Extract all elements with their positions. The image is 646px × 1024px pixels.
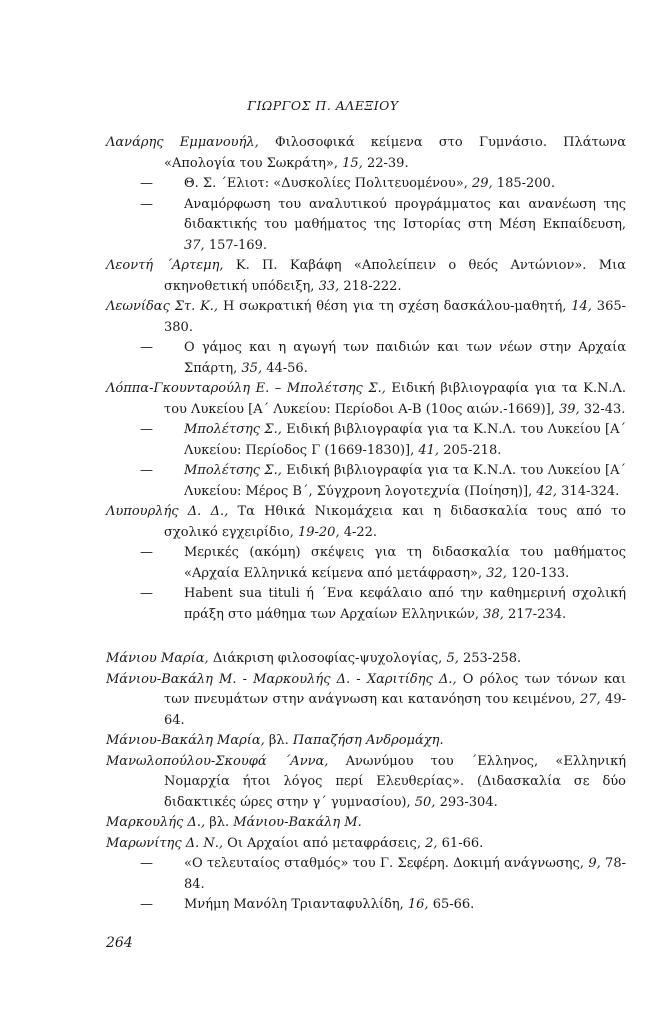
bibliography-entry	[106, 649, 626, 670]
entry-volume: 2,	[425, 835, 438, 851]
entry-pages: 185-200.	[492, 176, 555, 191]
entry-pages: 32-43.	[579, 401, 626, 417]
entry-title: βλ.	[205, 815, 234, 830]
entry-volume: 41,	[418, 442, 440, 458]
entry-volume: 42,	[536, 483, 558, 499]
entry-pages: 293-304.	[435, 794, 498, 810]
entry-volume: 5,	[446, 651, 459, 666]
bibliography-entry	[106, 670, 626, 732]
bibliography-entry	[106, 543, 626, 584]
entry-title: Ειδική βιβλιογραφία για τα Κ.Ν.Λ. του Λυκείου [Α΄ Λυκείου: Περίοδοι Α-Β (10ος αιών.-1669)],	[164, 381, 626, 417]
entry-volume: 33,	[318, 278, 340, 294]
bibliography-entry	[106, 834, 626, 855]
entry-volume: 16,	[407, 897, 429, 912]
entry-pages: 61-66.	[437, 835, 484, 851]
entry-title: «Ο τελευταίος σταθμός» του Γ. Σεφέρη. Δοκιμή ανάγνωσης,	[184, 856, 589, 871]
entry-volume: 19-20,	[297, 524, 340, 540]
entry-author: Μαρκουλής Δ.,	[106, 815, 206, 830]
bibliography-entry	[106, 461, 626, 502]
entry-title: Habent sua tituli ή ΄Ενα κεφάλαιο από την καθημερινή σχολική πράξη στο μάθημα των Αρχαίων Ελληνικών,	[184, 586, 626, 622]
entry-cross-reference: Μάνιου-Βακάλη Μ.	[233, 815, 362, 830]
entry-author: Λυπουρλής Δ. Δ.,	[106, 504, 229, 519]
entry-dash: —	[140, 897, 153, 912]
bibliography-entry	[106, 895, 626, 916]
page-number: 264	[106, 935, 133, 951]
entry-pages: 217-234.	[503, 606, 567, 622]
entry-dash: —	[140, 545, 153, 560]
entry-cross-reference: Παπαζήση Ανδρομάχη.	[292, 733, 444, 748]
entry-author: Μανωλοπούλου-Σκουφά ΄Αννα,	[106, 753, 329, 769]
entry-volume: 32,	[486, 565, 507, 581]
entry-volume: 29,	[471, 176, 493, 191]
entry-title: Ο γάμος και η αγωγή των παιδιών και των νέων στην Αρχαία Σπάρτη,	[184, 340, 626, 376]
bibliography-entry	[106, 379, 626, 420]
entry-author: Μάνιου Μαρία,	[106, 651, 209, 666]
entry-title: βλ.	[264, 733, 293, 748]
bibliography-list	[106, 133, 626, 916]
entry-volume: 35,	[241, 360, 263, 376]
entry-volume: 38,	[483, 606, 504, 622]
entry-title: Διάκριση φιλοσοφίας-ψυχολογίας,	[208, 651, 447, 666]
entry-volume: 37,	[184, 237, 205, 253]
entry-pages: 44-56.	[262, 360, 308, 376]
section-gap	[106, 625, 626, 649]
entry-dash: —	[140, 422, 153, 437]
entry-volume: 15,	[342, 155, 363, 171]
entry-volume: 9,	[588, 856, 601, 871]
entry-dash: —	[140, 340, 153, 355]
entry-title: Ειδική βιβλιογραφία για τα Κ.Ν.Λ. του Λυκείου [Α΄ Λυκείου: Περίοδος Γ (1669-1830)],	[184, 422, 626, 458]
entry-dash: —	[140, 856, 153, 871]
entry-pages: 78-84.	[184, 856, 626, 892]
entry-title: Θ. Σ. ΄Ελιοτ: «Δυσκολίες Πολιτευομένου»,	[184, 176, 472, 191]
entry-volume: 39,	[558, 401, 580, 417]
bibliography-entry	[106, 133, 626, 174]
bibliography-entry	[106, 584, 626, 625]
bibliography-entry	[106, 297, 626, 338]
bibliography-entry	[106, 195, 626, 257]
bibliography-entry	[106, 256, 626, 297]
entry-author: Μάνιου-Βακάλη Μ. - Μαρκουλής Δ. - Χαριτίδης Δ.,	[106, 671, 457, 687]
bibliography-entry	[106, 174, 626, 195]
entry-pages: 120-133.	[506, 565, 570, 581]
entry-dash: —	[140, 586, 153, 601]
entry-volume: 50,	[414, 794, 436, 810]
entry-pages: 49-64.	[164, 692, 626, 728]
entry-pages: 65-66.	[428, 897, 475, 912]
bibliography-entry	[106, 731, 626, 752]
entry-author: Μαρωνίτης Δ. Ν.,	[106, 835, 224, 851]
entry-title: Οι Αρχαίοι από μεταφράσεις,	[223, 835, 426, 851]
entry-author: Λόππα-Γκουνταρούλη Ε. – Μπολέτσης Σ.,	[106, 381, 386, 396]
entry-volume: 27,	[579, 692, 601, 707]
entry-title: Ανωνύμου του ΄Ελληνος, «Ελληνική Νομαρχία ήτοι λόγος περί Ελευθερίας». (Διδασκαλία σε δύο διδακτικές ώρες στην γ΄ γυμνασίου),	[164, 753, 626, 810]
entry-author: Λεωνίδας Στ. Κ.,	[106, 299, 219, 314]
entry-pages: 4-22.	[339, 524, 378, 540]
entry-dash: —	[140, 176, 153, 191]
entry-pages: 314-324.	[557, 483, 620, 499]
bibliography-entry	[106, 813, 626, 834]
entry-title: Αναμόρφωση του αναλυτικού προγράμματος και ανανέωση της διδακτικής του μαθήματος της Ιστορίας στη Μέση Εκπαίδευση,	[184, 196, 626, 232]
entry-pages: 218-222.	[339, 278, 402, 294]
bibliography-entry	[106, 854, 626, 895]
entry-dash: —	[140, 463, 153, 478]
entry-title: Τα Ηθικά Νικομάχεια και η διδασκαλία τους από το σχολικό εγχειρίδιο,	[164, 504, 626, 540]
entry-title: Κ. Π. Καβάφη «Απολείπειν ο θεός Αντώνιον». Μια σκηνοθετική υπόδειξη,	[164, 258, 626, 294]
bibliography-entry	[106, 338, 626, 379]
entry-volume: 14,	[571, 299, 592, 314]
entry-pages: 205-218.	[439, 442, 502, 458]
bibliography-entry	[106, 420, 626, 461]
bibliography-entry	[106, 752, 626, 814]
entry-dash: —	[140, 196, 153, 212]
entry-title: Ειδική βιβλιογραφία για τα Κ.Ν.Λ. του Λυκείου [Α΄ Λυκείου: Μέρος Β΄, Σύγχρονη λογοτεχνία (Ποίηση)],	[184, 463, 626, 499]
entry-author: Λεοντή ΄Αρτεμη,	[106, 258, 224, 273]
entry-author: Μπολέτσης Σ.,	[184, 422, 282, 437]
entry-title: Η σωκρατική θέση για τη σχέση δασκάλου-μαθητή,	[218, 299, 572, 314]
entry-author: Μπολέτσης Σ.,	[184, 463, 282, 478]
bibliography-entry	[106, 502, 626, 543]
entry-title: Φιλοσοφικά κείμενα στο Γυμνάσιο. Πλάτωνα «Απολογία του Σωκράτη»,	[164, 135, 626, 171]
entry-title: Μνήμη Μανόλη Τριανταφυλλίδη,	[184, 897, 408, 912]
entry-pages: 365-380.	[164, 299, 627, 335]
entry-pages: 22-39.	[362, 155, 409, 171]
entry-author: Μάνιου-Βακάλη Μαρία,	[106, 733, 265, 748]
entry-title: Μερικές (ακόμη) σκέψεις για τη διδασκαλία του μαθήματος «Αρχαία Ελληνικά κείμενα από μετάφραση»,	[184, 545, 626, 581]
entry-title: Ο ρόλος των τόνων και των πνευμάτων στην ανάγνωση και κατανόηση του κειμένου,	[164, 671, 626, 707]
entry-pages: 253-258.	[458, 651, 522, 666]
running-head: ΓΙΩΡΓΟΣ Π. ΑΛΕΞΙΟΥ	[247, 98, 399, 113]
entry-pages: 157-169.	[204, 237, 267, 253]
entry-author: Λανάρης Εμμανουήλ,	[106, 135, 259, 150]
